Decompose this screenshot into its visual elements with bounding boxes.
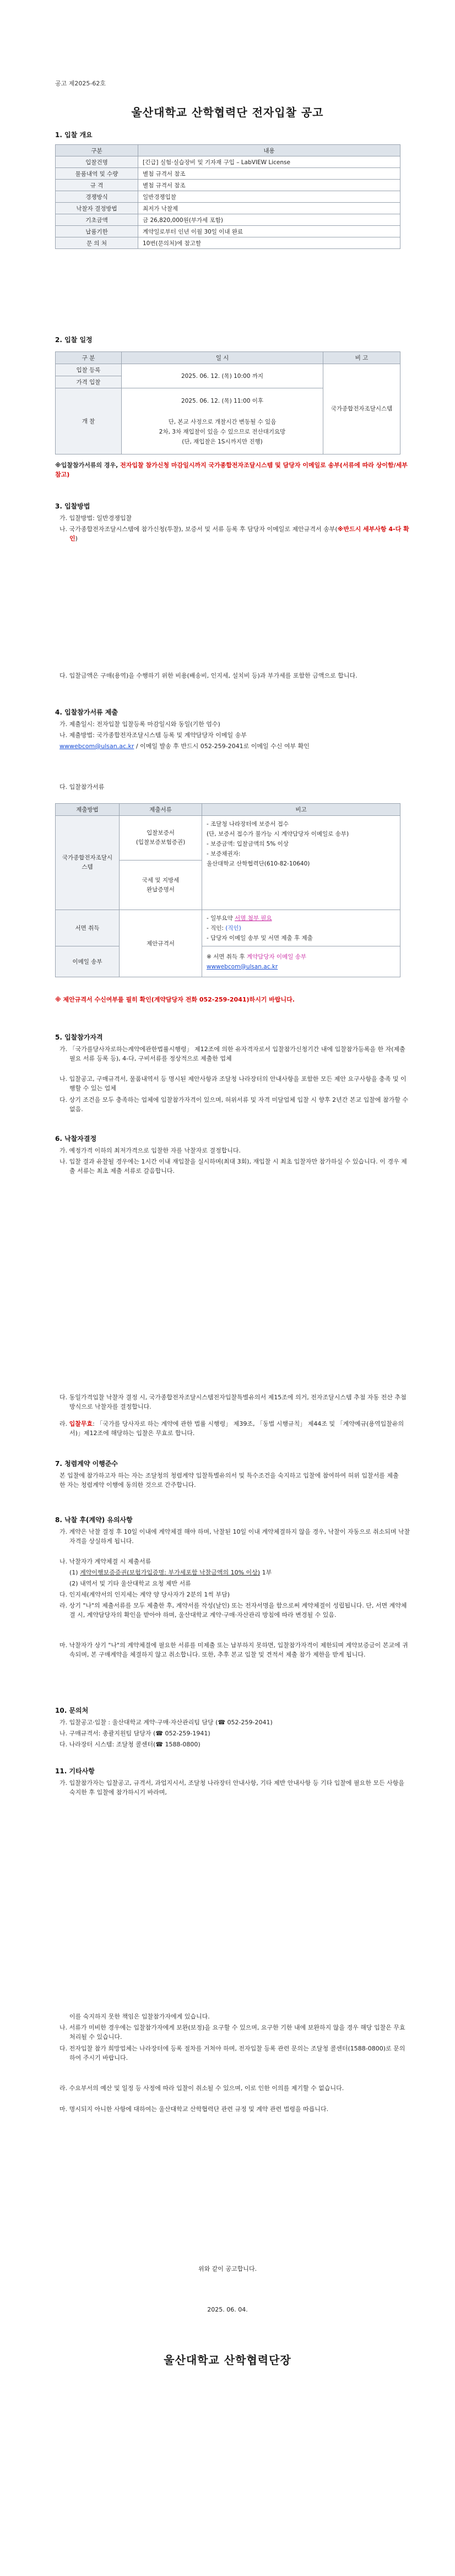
note-line: - 조달청 나라장터에 보증서 접수 (207, 821, 289, 827)
s5-item-na: 나. 입찰공고, 구매규격서, 물품내역서 등 명시된 제안사항과 조달청 나라장터의 안내사항을 포함한 모든 제안 요구사항을 충족 및 이행할 수 있는 업체 (59, 1075, 407, 1092)
row-key: 개 찰 (56, 388, 122, 454)
documents-cell (120, 816, 202, 910)
closing-statement: 위와 같이 공고합니다. (198, 2265, 257, 2272)
s4-item-ga: 가. 제출일시: 전자입찰 입찰등록 마감일시와 동일(기한 엄수) (59, 721, 220, 728)
email-note (202, 946, 400, 977)
section-6-heading: 6. 낙찰자결정 (55, 1135, 97, 1143)
table-row (56, 816, 400, 910)
row-key: 납품기한 (56, 226, 138, 237)
s8-item-na: 나. 낙찰자가 계약체결 시 제출서류 (59, 1558, 151, 1565)
bond-doc (120, 816, 202, 861)
s6-ra-text: : 「국가를 당사자로 하는 계약에 관한 법률 시행령」 제39조, 「동법 시행규칙」 제44조 및 「계약예규(용역입찰유의서)」제12조에 해당하는 입찰은 무효로 합니다. (69, 1420, 404, 1437)
s11-item-da: 다. 전자입찰 참가 희망업체는 나라장터에 등록 절차를 거쳐야 하며, 전자입찰 등록 관련 문의는 조달청 콜센터(1588-0800)로 문의하여 주시기 바랍니다. (59, 2045, 405, 2061)
row-value: 계약일로부터 인년 이월 30일 이내 완료 (138, 226, 400, 237)
submission-confirm-notice: ※ 제안규격서 수신여부를 필히 확인(계약담당자 전화 052-259-2041)하시기 바랍니다. (55, 996, 295, 1003)
row-key: 규 격 (56, 180, 138, 191)
s3-item-na (59, 524, 411, 543)
contact-email-link[interactable]: wwwebcom@ulsan.ac.kr (59, 743, 134, 750)
table-row (56, 946, 400, 977)
s6-item-ga: 가. 예정가격 이하의 최저가격으로 입찰한 자를 낙찰자로 결정합니다. (59, 1147, 241, 1154)
row-key: 물품내역 및 수량 (56, 168, 138, 180)
bid-overview-table (55, 144, 400, 249)
row-key: 국가종합전자조달시스템 (56, 816, 120, 910)
announcement-date: 2025. 06. 04. (207, 2306, 248, 2313)
opening-note-1: 단, 본교 사정으로 개찰시간 변동될 수 있음 (168, 418, 277, 425)
table-header-row (56, 804, 400, 816)
table-row (56, 226, 400, 237)
s4-item-da: 다. 입찰참가서류 (59, 783, 105, 791)
s11-item-ga: 가. 입찰참가자는 입찰공고, 규격서, 과업지시서, 조달청 나라장터 안내사항, 기타 제반 안내사항 등 기타 입찰에 필요한 모든 사항을 숙지한 후 입찰에 참가하시기 바라며, (59, 1779, 404, 1796)
table-row (56, 364, 400, 376)
s8-sub-1 (69, 1568, 400, 1577)
s11-item-ma: 마. 명시되지 아니한 사항에 대하여는 울산대학교 산학협력단 관련 규정 및 계약 관련 법령을 따릅니다. (59, 2106, 329, 2113)
s3-na-text: 나. 국가종합전자조달시스템에 참가신청(투찰), 보증서 및 서류 등록 후 담당자 이메일로 제안규격서 송부( (59, 526, 338, 533)
s10-item-ga: 가. 입찰공고·입찰 : 울산대학교 계약·구매·자산관리팀 담당 (☎ 052-259-2041) (59, 1719, 273, 1726)
table-row (56, 191, 400, 203)
opening-note-3: (단, 재입찰은 1S시까지만 진행) (182, 438, 263, 445)
issuer-name: 울산대학교 산학협력단장 (164, 2353, 291, 2367)
s6-item-da: 다. 동일가격입찰 낙찰자 결정 시, 국가종합전자조달시스템전자입찰특별유의서 제15조에 의거, 전자조달시스템 추첨 자동 전산 추첨 방식으로 낙찰자를 결정합니다. (59, 1394, 407, 1410)
required-documents-table (55, 803, 400, 977)
s3-item-da: 다. 입찰금액은 구매(용역)을 수행하기 위한 비용(배송비, 인지세, 설치비 등)과 부가세를 포함한 금액으로 합니다. (59, 672, 358, 679)
section-5-heading: 5. 입찰참가자격 (55, 1033, 103, 1041)
note-line: 울산대학교 산학협력단(610-82-10640) (207, 861, 310, 867)
s6-item-ra (59, 1419, 411, 1438)
table-header-row (56, 145, 400, 156)
note-highlight: (직인) (225, 924, 241, 932)
s10-item-na: 나. 구매규격서: 총괄지원팀 담당자 (☎ 052-259-1941) (59, 1730, 210, 1737)
notice-highlight: 전자입찰 참가신청 마감일시까지 국가종합전자조달시스템 및 담당자 이메일로 송부(서류에 따라 상이함/세부 참고) (55, 462, 408, 478)
table-row (56, 156, 400, 168)
table-row (56, 214, 400, 226)
table-row (56, 180, 400, 191)
s4-item-na: 나. 제출방법: 국가종합전자조달시스템 등록 및 계약담당자 이메일 송부 (59, 732, 247, 739)
submission-email-link[interactable]: wwwebcom@ulsan.ac.kr (207, 963, 278, 970)
section-7-heading: 7. 청렴계약 이행준수 (55, 1460, 118, 1468)
s10-item-da: 다. 나라장터 시스템: 조달청 콜센터(☎ 1588-0800) (59, 1741, 201, 1748)
s8-item-ra: 라. 상기 "나"의 제출서류를 모두 제출한 후, 계약서를 작성(날인) 또는 전자서명을 함으로써 계약체결이 성립됩니다. 단, 서면 계약체결 시, 계약담당자의 확인을 받아야 하며, 울산대학교 계약·구매·자산관리 방침에 따라 변경될 수 있음. (59, 1602, 407, 1619)
section-2-heading: 2. 입찰 일정 (55, 336, 93, 344)
table-row (56, 237, 400, 249)
s8-sub-1-text: 계약이행보증증권(보험가입증명: 부가세포함 낙찰금액의 10% 이상) (80, 1569, 261, 1576)
header-date: 일 시 (122, 352, 323, 364)
note-line: - 직인: (207, 924, 226, 932)
bond-doc-line-1: 입찰보증서 (147, 830, 175, 836)
opening-cell (122, 388, 323, 454)
document-number: 공고 제2025-62호 (55, 80, 106, 87)
note-line: - 보증금액: 입찰금액의 5% 이상 (207, 841, 289, 847)
proposal-doc: 제안규격서 (120, 910, 202, 977)
s6-item-na: 나. 입찰 결과 유찰될 경우에는 1시간 이내 재입찰을 실시하며(최대 3회), 재입찰 시 최초 입찰자만 참가하실 수 있습니다. 이 경우 제출 서류는 최초 제출 서류로 갈음합니다. (59, 1158, 407, 1175)
row-key: 낙찰자 결정방법 (56, 203, 138, 214)
s8-sub-1-num: (1) (69, 1569, 80, 1576)
opening-time: 2025. 06. 12. (목) 11:00 이후 (181, 397, 264, 404)
s4-na-rest: / 이메일 발송 후 반드시 052-259-2041로 이메일 수신 여부 확인 (134, 743, 310, 750)
row-value: 최저가 낙찰제 (138, 203, 400, 214)
registration-deadline: 2025. 06. 12. (목) 10:00 까지 (122, 364, 323, 388)
documents-note (202, 816, 400, 910)
header-note: 비 고 (323, 352, 400, 364)
row-value: 금 26,820,000원(부가세 포함) (138, 214, 400, 226)
s6-ra-prefix: 라. (59, 1420, 69, 1427)
header-method: 제출방법 (56, 804, 120, 816)
section-1-heading: 1. 입찰 개요 (55, 131, 93, 139)
s3-item-ga: 가. 입찰방법: 일반경쟁입찰 (59, 515, 132, 522)
header-item: 구분 (56, 145, 138, 156)
document-title: 울산대학교 산학협력단 전자입찰 공고 (131, 106, 324, 119)
bond-doc-line-2: (입찰보증보험증권) (136, 839, 186, 846)
tax-doc-line-1: 국세 및 지방세 (142, 876, 180, 884)
row-key: 서면 취득 (56, 910, 120, 946)
s3-na-close: ) (75, 535, 78, 542)
row-key: 입찰 등록 (56, 364, 122, 376)
note-line: (단, 보증서 접수가 불가능 시 계약담당자 이메일로 송부) (207, 831, 349, 837)
s11-item-na: 나. 서류가 미비한 경우에는 입찰참가자에게 보완(보정)을 요구할 수 있으며, 요구한 기한 내에 보완하지 않을 경우 해당 입찰은 무효 처리될 수 있습니다. (59, 2024, 405, 2041)
tax-doc-line-2: 완납증명서 (147, 886, 175, 893)
section-3-heading: 3. 입찰방법 (55, 502, 90, 510)
row-key: 이메일 송부 (56, 946, 120, 977)
notice-prefix: ※입찰참가서류의 경우, (55, 462, 121, 469)
s4-item-na-email (59, 742, 411, 751)
row-value: 일반경쟁입찰 (138, 191, 400, 203)
row-value: 별첨 규격서 참조 (138, 168, 400, 180)
row-key: 입찰건명 (56, 156, 138, 168)
note-line: - 보증채권자: (207, 851, 241, 857)
bid-schedule-table (55, 351, 400, 454)
s11-item-ra: 라. 수요부서의 예산 및 일정 등 사정에 따라 입찰이 취소될 수 있으며, 이로 인한 이의를 제기할 수 없습니다. (59, 2085, 344, 2092)
header-kind: 구 분 (56, 352, 122, 364)
s8-sub-1-count: 1부 (260, 1569, 272, 1576)
s5-item-da: 다. 상기 조건을 모두 충족하는 업체에 입찰참가자격이 있으며, 허위서류 및 자격 미달업체 입찰 시 향후 2년간 본교 입찰에 참가할 수 없음. (59, 1096, 408, 1113)
row-key: 기초금액 (56, 214, 138, 226)
note-line: ※ 서면 취득 후 (207, 953, 247, 960)
row-value: 별첨 규격서 참조 (138, 180, 400, 191)
proposal-note (202, 910, 400, 946)
system-note: 국가종합전자조달시스템 (323, 364, 400, 454)
s8-sub-2: (2) 내역서 및 기타 울산대학교 요청 제반 서류 (69, 1580, 191, 1587)
note-highlight: 계약담당자 이메일 송부 (246, 953, 306, 960)
header-documents: 제출서류 (120, 804, 202, 816)
s8-item-ga: 가. 계약은 낙찰 결정 후 10일 이내에 계약체결 해야 하며, 낙찰된 10일 이내 계약체결하지 않을 경우, 낙찰이 자동으로 취소되며 낙찰자격을 상실하게 됩니다. (59, 1528, 410, 1545)
s11-item-ga-cont: 이를 숙지하지 못한 책임은 입찰참가자에게 있습니다. (69, 2013, 210, 2020)
section-11-heading: 11. 기타사항 (55, 1767, 95, 1775)
s6-ra-highlight: 입찰무효 (69, 1420, 93, 1427)
row-key: 경쟁방식 (56, 191, 138, 203)
table-header-row (56, 352, 400, 364)
section-4-heading: 4. 입찰참가서류 제출 (55, 708, 118, 716)
table-row (56, 168, 400, 180)
note-highlight: 서명 첨부 필요 (235, 914, 272, 922)
row-value: [긴급] 실험·실습장비 및 기자재 구입 – LabVIEW License (138, 156, 400, 168)
tax-doc (120, 861, 202, 910)
note-line: - 일부요약 (207, 914, 235, 922)
s3-na-highlight: ※반드시 세부사항 4-다 확인 (69, 526, 409, 542)
opening-note-2: 2차, 3차 재입찰이 있을 수 있으므로 전산대기요망 (159, 428, 286, 435)
header-note: 비고 (202, 804, 400, 816)
row-key: 문 의 처 (56, 237, 138, 249)
row-key: 가격 입찰 (56, 376, 122, 388)
row-value: 10번(문의처)에 참고할 (138, 237, 400, 249)
header-content: 내용 (138, 145, 400, 156)
section-8-heading: 8. 낙찰 후(계약) 유의사항 (55, 1516, 133, 1524)
schedule-notice (55, 461, 408, 479)
table-row (56, 910, 400, 946)
s5-item-ga: 가. 「국가를당사자로하는계약에관한법률시행령」 제12조에 의한 유자격자로서 입찰참가신청기간 내에 입찰참가등록을 한 자(제출 필요 서류 등록 등), 4-다, 구비서류를 정상적으로 제출한 업체 (59, 1046, 405, 1062)
s8-item-ma: 마. 낙찰자가 상기 "나"의 계약체결에 필요한 서류를 미제출 또는 납부하지 못하면, 입찰참가자격이 제한되며 계약보증금이 본교에 귀속되며, 본 구매계약을 체결하지 않고 취소합니다. 또한, 추후 본교 입찰 및 견적서 제출 참가 제한을 받게 됩니다. (59, 1642, 408, 1658)
s8-item-da: 다. 인지세(계약서의 인지세는 계약 양 당사자가 2분의 1씩 부담) (59, 1591, 230, 1598)
section-10-heading: 10. 문의처 (55, 1707, 89, 1714)
note-line: - 담당자 이메일 송부 및 서면 제출 후 제출 (207, 934, 313, 941)
table-row (56, 203, 400, 214)
s7-body: 본 입찰에 참가하고자 하는 자는 조달청의 청렴계약 입찰특별유의서 및 특수조건을 숙지하고 입찰에 참여하여 허위 입찰서를 제출한 자는 청렴계약 이행에 동의한 것으로 간주합니다. (59, 1472, 399, 1489)
